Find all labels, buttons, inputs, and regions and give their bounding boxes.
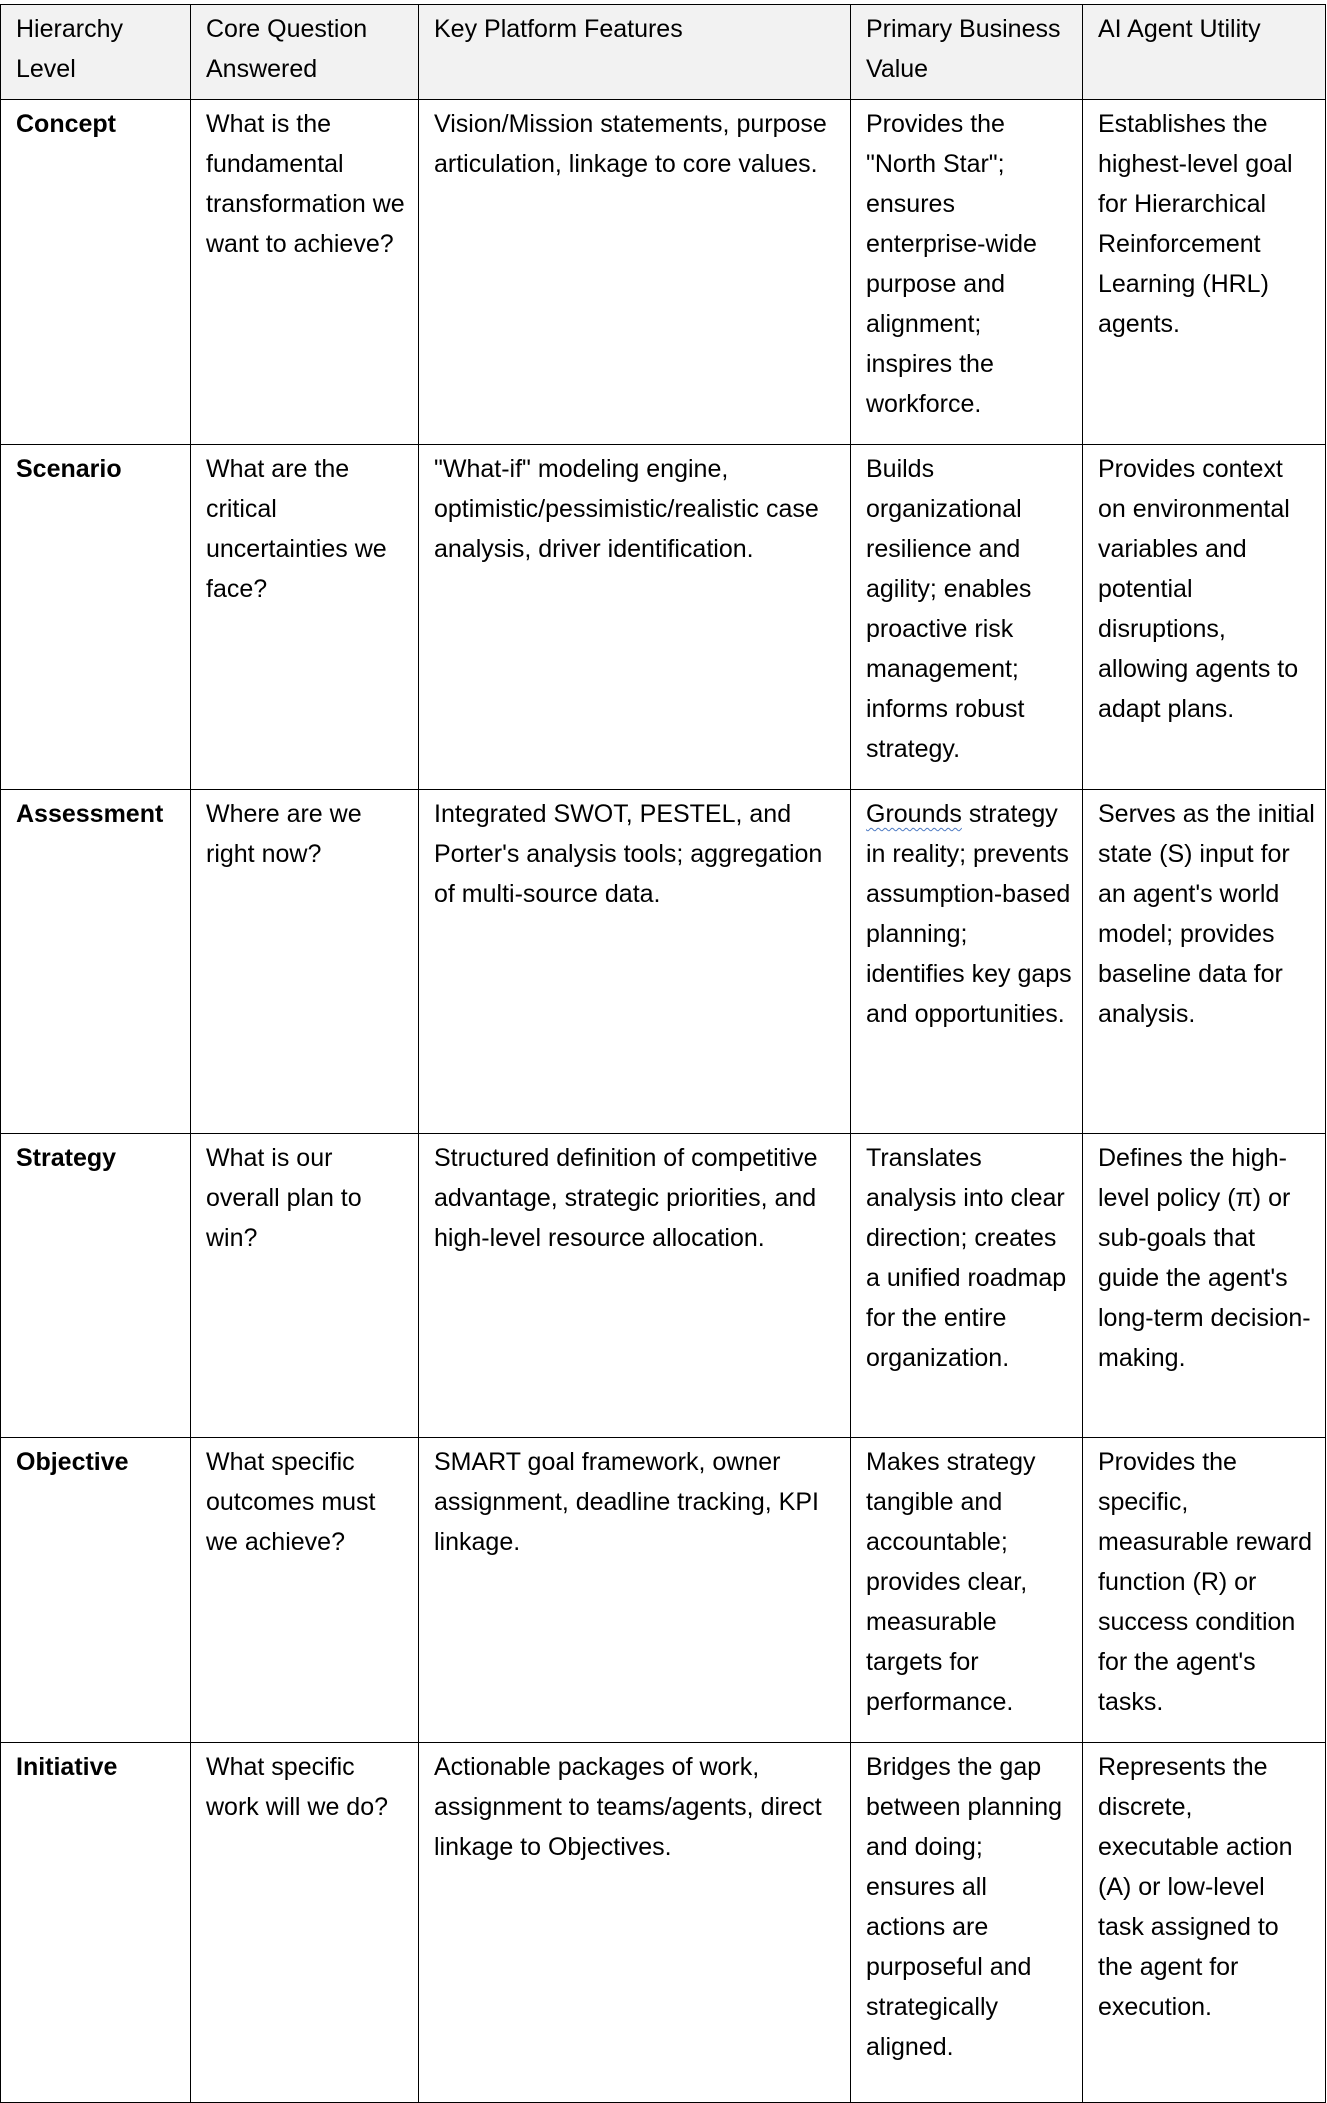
level-cell: Assessment: [1, 790, 191, 1134]
level-cell: Concept: [1, 100, 191, 445]
value-cell: Builds organizational resilience and agility; enables proactive risk management; informs robust strategy.: [851, 445, 1083, 790]
question-cell: Where are we right now?: [191, 790, 419, 1134]
spellcheck-word: Grounds: [866, 800, 962, 828]
level-cell: Scenario: [1, 445, 191, 790]
table-row-objective: [1, 1438, 1326, 1743]
features-cell: Structured definition of competitive advantage, strategic priorities, and high-level resource allocation.: [419, 1134, 851, 1438]
features-cell: SMART goal framework, owner assignment, deadline tracking, KPI linkage.: [419, 1438, 851, 1743]
agent-cell: Represents the discrete, executable action (A) or low-level task assigned to the agent for execution.: [1083, 1743, 1326, 2103]
features-cell: "What-if" modeling engine, optimistic/pessimistic/realistic case analysis, driver identification.: [419, 445, 851, 790]
table-header: [1, 5, 1326, 100]
value-cell: Translates analysis into clear direction; creates a unified roadmap for the entire organization.: [851, 1134, 1083, 1438]
table-row-strategy: [1, 1134, 1326, 1438]
table-body: [1, 100, 1326, 2103]
table-row-initiative: [1, 1743, 1326, 2103]
table-row-assessment: [1, 790, 1326, 1134]
agent-cell: Provides context on environmental variables and potential disruptions, allowing agents to adapt plans.: [1083, 445, 1326, 790]
level-cell: Objective: [1, 1438, 191, 1743]
value-cell: Provides the "North Star"; ensures enterprise-wide purpose and alignment; inspires the workforce.: [851, 100, 1083, 445]
header-row: [1, 5, 1326, 100]
value-cell: Bridges the gap between planning and doing; ensures all actions are purposeful and strategically aligned.: [851, 1743, 1083, 2103]
value-cell: [851, 790, 1083, 1134]
header-agent-utility: AI Agent Utility: [1083, 5, 1326, 100]
hierarchy-table: [0, 4, 1326, 2103]
header-business-value: Primary Business Value: [851, 5, 1083, 100]
question-cell: What specific outcomes must we achieve?: [191, 1438, 419, 1743]
header-hierarchy-level: Hierarchy Level: [1, 5, 191, 100]
agent-cell: Defines the high-level policy (π) or sub-goals that guide the agent's long-term decision-making.: [1083, 1134, 1326, 1438]
question-cell: What are the critical uncertainties we face?: [191, 445, 419, 790]
agent-cell: Establishes the highest-level goal for Hierarchical Reinforcement Learning (HRL) agents.: [1083, 100, 1326, 445]
level-cell: Strategy: [1, 1134, 191, 1438]
value-text: strategy in reality; prevents assumption-based planning; identifies key gaps and opportunities.: [866, 800, 1072, 1028]
features-cell: Integrated SWOT, PESTEL, and Porter's analysis tools; aggregation of multi-source data.: [419, 790, 851, 1134]
features-cell: Vision/Mission statements, purpose articulation, linkage to core values.: [419, 100, 851, 445]
agent-cell: Serves as the initial state (S) input for an agent's world model; provides baseline data for analysis.: [1083, 790, 1326, 1134]
table-row-scenario: [1, 445, 1326, 790]
question-cell: What is the fundamental transformation we want to achieve?: [191, 100, 419, 445]
header-key-features: Key Platform Features: [419, 5, 851, 100]
level-cell: Initiative: [1, 1743, 191, 2103]
agent-cell: Provides the specific, measurable reward function (R) or success condition for the agent's tasks.: [1083, 1438, 1326, 1743]
features-cell: Actionable packages of work, assignment to teams/agents, direct linkage to Objectives.: [419, 1743, 851, 2103]
question-cell: What is our overall plan to win?: [191, 1134, 419, 1438]
question-cell: What specific work will we do?: [191, 1743, 419, 2103]
table-row-concept: [1, 100, 1326, 445]
header-core-question: Core Question Answered: [191, 5, 419, 100]
value-cell: Makes strategy tangible and accountable; provides clear, measurable targets for performance.: [851, 1438, 1083, 1743]
